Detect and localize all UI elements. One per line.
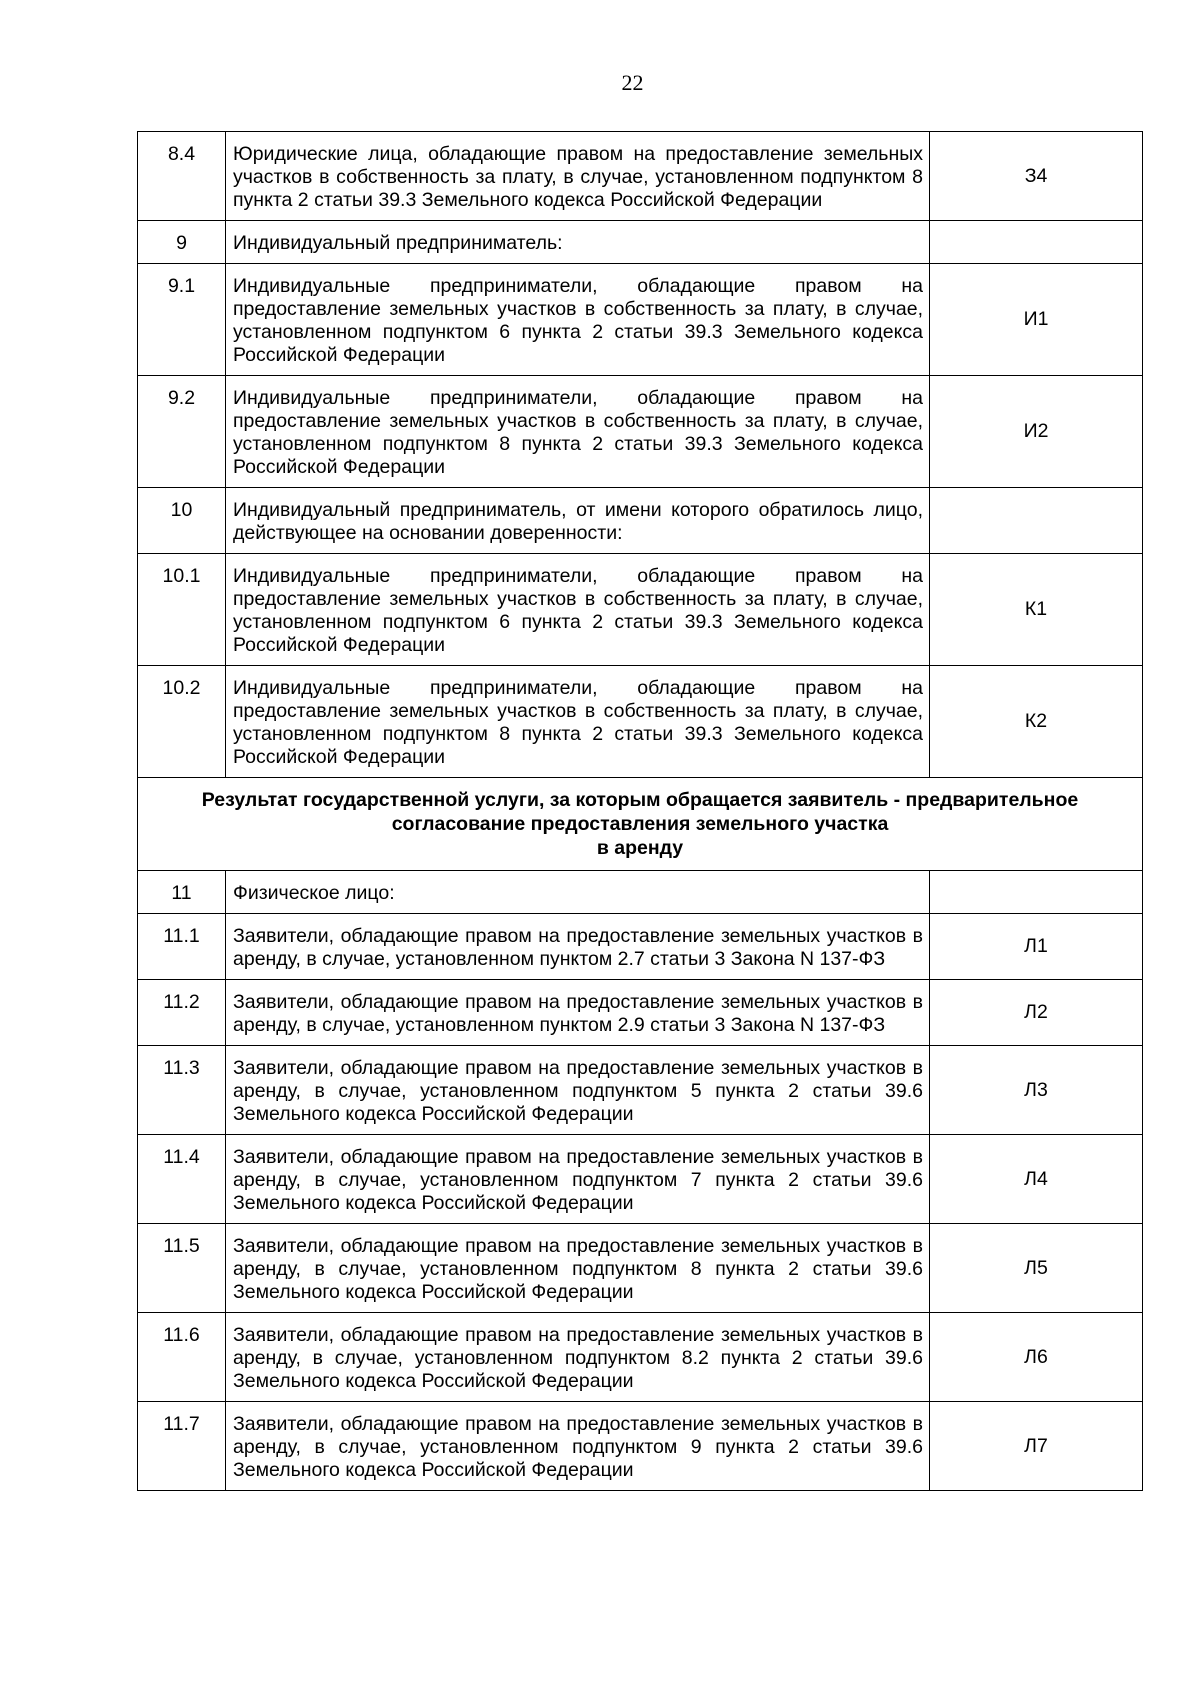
row-number: 11	[138, 871, 226, 914]
page-number: 22	[621, 70, 644, 95]
row-number: 11.2	[138, 980, 226, 1046]
row-code: Л4	[930, 1135, 1143, 1224]
row-description: Заявители, обладающие правом на предоставление земельных участков в аренду, в случае, установленном пунктом 2.7 статьи 3 Закона N 137-ФЗ	[226, 914, 930, 980]
table-row	[138, 264, 1143, 376]
row-description: Заявители, обладающие правом на предоставление земельных участков в аренду, в случае, установленном подпунктом 5 пункта 2 статьи 39.6 Земельного кодекса Российской Федерации	[226, 1046, 930, 1135]
row-code: И1	[930, 264, 1143, 376]
row-description: Заявители, обладающие правом на предоставление земельных участков в аренду, в случае, установленном подпунктом 9 пункта 2 статьи 39.6 Земельного кодекса Российской Федерации	[226, 1402, 930, 1491]
row-code	[930, 221, 1143, 264]
table-row	[138, 1313, 1143, 1402]
row-number: 8.4	[138, 132, 226, 221]
row-number: 11.1	[138, 914, 226, 980]
row-code: И2	[930, 376, 1143, 488]
section-header-line: в аренду	[596, 837, 684, 859]
table-row	[138, 221, 1143, 264]
section-header	[138, 778, 1143, 871]
row-number: 10	[138, 488, 226, 554]
row-number: 10.2	[138, 666, 226, 778]
table-row	[138, 376, 1143, 488]
row-description: Заявители, обладающие правом на предоставление земельных участков в аренду, в случае, установленном пунктом 2.9 статьи 3 Закона N 137-ФЗ	[226, 980, 930, 1046]
table-row	[138, 1402, 1143, 1491]
row-number: 11.5	[138, 1224, 226, 1313]
section-header-row	[138, 778, 1143, 871]
table-row	[138, 666, 1143, 778]
section-header-line: Результат государственной услуги, за которым обращается заявитель - предварительное	[201, 789, 1079, 811]
row-code: К2	[930, 666, 1143, 778]
row-number: 9	[138, 221, 226, 264]
table-row	[138, 488, 1143, 554]
row-code: Л6	[930, 1313, 1143, 1402]
row-number: 9.2	[138, 376, 226, 488]
table-row	[138, 132, 1143, 221]
table-row	[138, 554, 1143, 666]
row-description: Юридические лица, обладающие правом на предоставление земельных участков в собственность за плату, в случае, установленном подпунктом 8 пункта 2 статьи 39.3 Земельного кодекса Российской Федерации	[226, 132, 930, 221]
row-description: Заявители, обладающие правом на предоставление земельных участков в аренду, в случае, установленном подпунктом 7 пункта 2 статьи 39.6 Земельного кодекса Российской Федерации	[226, 1135, 930, 1224]
row-code: Л5	[930, 1224, 1143, 1313]
row-code: Л7	[930, 1402, 1143, 1491]
row-code: Л3	[930, 1046, 1143, 1135]
row-code	[930, 488, 1143, 554]
row-description: Индивидуальные предприниматели, обладающие правом на предоставление земельных участков в собственность за плату, в случае, установленном подпунктом 8 пункта 2 статьи 39.3 Земельного кодекса Российской Федерации	[226, 666, 930, 778]
row-description: Физическое лицо:	[226, 871, 930, 914]
row-description: Индивидуальные предприниматели, обладающие правом на предоставление земельных участков в собственность за плату, в случае, установленном подпунктом 6 пункта 2 статьи 39.3 Земельного кодекса Российской Федерации	[226, 554, 930, 666]
row-description: Индивидуальный предприниматель:	[226, 221, 930, 264]
table-row	[138, 914, 1143, 980]
row-number: 10.1	[138, 554, 226, 666]
row-description: Индивидуальный предприниматель, от имени которого обратилось лицо, действующее на основании доверенности:	[226, 488, 930, 554]
table-row	[138, 871, 1143, 914]
row-code	[930, 871, 1143, 914]
row-code: К1	[930, 554, 1143, 666]
applicant-category-table	[137, 131, 1143, 1491]
table-row	[138, 980, 1143, 1046]
row-number: 11.6	[138, 1313, 226, 1402]
row-code: Л2	[930, 980, 1143, 1046]
row-description: Заявители, обладающие правом на предоставление земельных участков в аренду, в случае, установленном подпунктом 8 пункта 2 статьи 39.6 Земельного кодекса Российской Федерации	[226, 1224, 930, 1313]
table-row	[138, 1224, 1143, 1313]
row-code: Л1	[930, 914, 1143, 980]
table-row	[138, 1046, 1143, 1135]
table-row	[138, 1135, 1143, 1224]
row-number: 11.7	[138, 1402, 226, 1491]
row-description: Индивидуальные предприниматели, обладающие правом на предоставление земельных участков в собственность за плату, в случае, установленном подпунктом 6 пункта 2 статьи 39.3 Земельного кодекса Российской Федерации	[226, 264, 930, 376]
row-number: 11.4	[138, 1135, 226, 1224]
row-description: Индивидуальные предприниматели, обладающие правом на предоставление земельных участков в собственность за плату, в случае, установленном подпунктом 8 пункта 2 статьи 39.3 Земельного кодекса Российской Федерации	[226, 376, 930, 488]
row-code: З4	[930, 132, 1143, 221]
section-header-line: согласование предоставления земельного участка	[391, 813, 889, 835]
row-description: Заявители, обладающие правом на предоставление земельных участков в аренду, в случае, установленном подпунктом 8.2 пункта 2 статьи 39.6 Земельного кодекса Российской Федерации	[226, 1313, 930, 1402]
row-number: 9.1	[138, 264, 226, 376]
row-number: 11.3	[138, 1046, 226, 1135]
